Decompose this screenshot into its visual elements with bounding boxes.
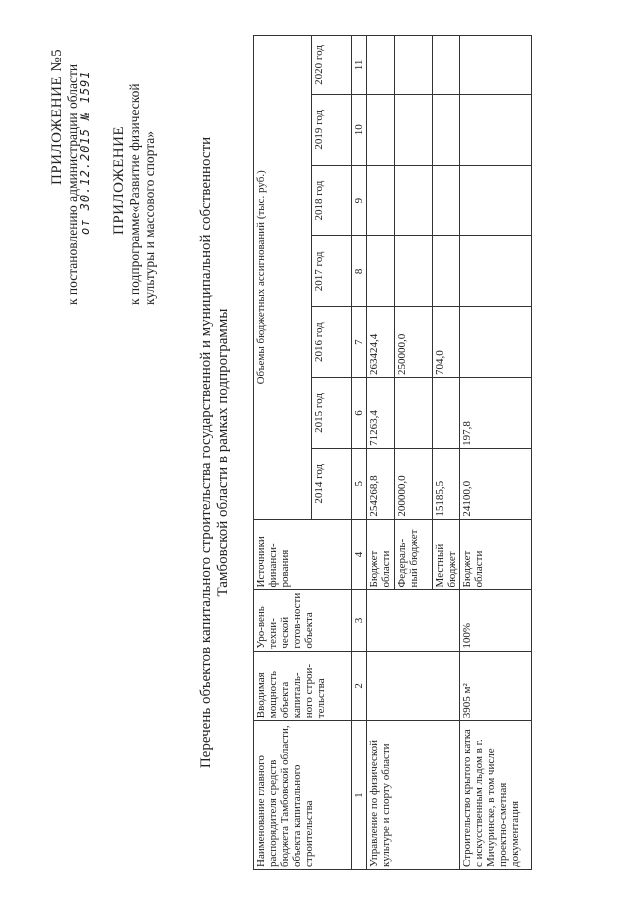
column-number: 11: [352, 36, 367, 95]
document-title: [198, 0, 232, 905]
funding-source: Бюджет области: [460, 519, 532, 590]
value-cell: 263424,4: [367, 307, 395, 378]
subprogram-appendix-title: ПРИЛОЖЕНИЕ: [111, 125, 127, 235]
value-cell: [433, 94, 460, 165]
header-capacity: Вводимая мощность объекта капиталь-ного строи-тельства: [254, 651, 352, 721]
appendix-number: ПРИЛОЖЕНИЕ №5: [49, 48, 65, 185]
header-funding-source: Источники финанси-рования: [254, 519, 352, 590]
header-name: Наименование главного распорядителя средств бюджета Тамбовской области, объекта капитального строительства: [254, 721, 352, 870]
row-readiness: [367, 590, 460, 651]
value-cell: [433, 36, 460, 95]
value-cell: [433, 378, 460, 449]
column-number: 6: [352, 378, 367, 449]
header-readiness: Уро-вень техни-ческой готов-ности объекта: [254, 590, 352, 651]
header-volumes: Объемы бюджетных ассигнований (тыс. руб.): [254, 36, 312, 520]
subprogram-appendix-line2: культуры и массового спорта»: [142, 130, 157, 305]
row-capacity: [367, 651, 460, 721]
header-year: 2020 год: [312, 36, 352, 95]
value-cell: 250000,0: [395, 307, 433, 378]
value-cell: 704,0: [433, 307, 460, 378]
value-cell: [395, 36, 433, 95]
value-cell: 254268,8: [367, 448, 395, 519]
column-number: 8: [352, 236, 367, 307]
column-number: 9: [352, 165, 367, 236]
header-year: 2014 год: [312, 448, 352, 519]
value-cell: 15185,5: [433, 448, 460, 519]
value-cell: [460, 236, 532, 307]
document-title-line1: Перечень объектов капитального строительства государственной и муниципальной собственности: [198, 136, 214, 769]
value-cell: [460, 36, 532, 95]
decree-handwritten-number: от 30.12.2015 № 1591: [78, 70, 92, 235]
value-cell: [395, 378, 433, 449]
value-cell: [367, 165, 395, 236]
value-cell: [395, 165, 433, 236]
row-readiness: 100%: [460, 590, 532, 651]
appendix-to-decree: к постановлению администрации области: [65, 63, 80, 305]
value-cell: [367, 94, 395, 165]
header-year: 2019 год: [312, 94, 352, 165]
value-cell: 200000,0: [395, 448, 433, 519]
row-name: Управление по физической культуре и спорту области: [367, 721, 460, 870]
column-number: 3: [352, 590, 367, 651]
value-cell: 71263,4: [367, 378, 395, 449]
row-capacity: 3905 м²: [460, 651, 532, 721]
appendix-5-header: [50, 5, 93, 305]
value-cell: 24100,0: [460, 448, 532, 519]
column-number: 2: [352, 651, 367, 721]
value-cell: [460, 165, 532, 236]
header-year: 2016 год: [312, 307, 352, 378]
column-number: 7: [352, 307, 367, 378]
subprogram-appendix-header: [112, 5, 157, 305]
column-number: 1: [352, 721, 367, 870]
row-name: Строительство крытого катка с искусственным льдом в г. Мичуринске, в том числе проектно-сметная документация: [460, 721, 532, 870]
value-cell: [367, 36, 395, 95]
subprogram-appendix-line1: к подпрограмме«Развитие физической: [127, 83, 142, 305]
header-year: 2015 год: [312, 378, 352, 449]
value-cell: [460, 307, 532, 378]
value-cell: [433, 236, 460, 307]
table-row: [367, 36, 395, 870]
value-cell: [367, 236, 395, 307]
column-number-row: [352, 36, 367, 870]
value-cell: [433, 165, 460, 236]
capital-construction-table: [253, 35, 532, 870]
funding-source: Местный бюджет: [433, 519, 460, 590]
column-number: 10: [352, 94, 367, 165]
value-cell: [395, 94, 433, 165]
value-cell: 197,8: [460, 378, 532, 449]
funding-source: Бюджет области: [367, 519, 395, 590]
document-title-line2: Тамбовской области в рамках подпрограммы: [215, 308, 231, 597]
column-number: 4: [352, 519, 367, 590]
header-row-top: [254, 36, 312, 870]
column-number: 5: [352, 448, 367, 519]
header-year: 2018 год: [312, 165, 352, 236]
funding-source: Федераль-ный бюджет: [395, 519, 433, 590]
table-row: [460, 36, 532, 870]
header-year: 2017 год: [312, 236, 352, 307]
value-cell: [460, 94, 532, 165]
value-cell: [395, 236, 433, 307]
